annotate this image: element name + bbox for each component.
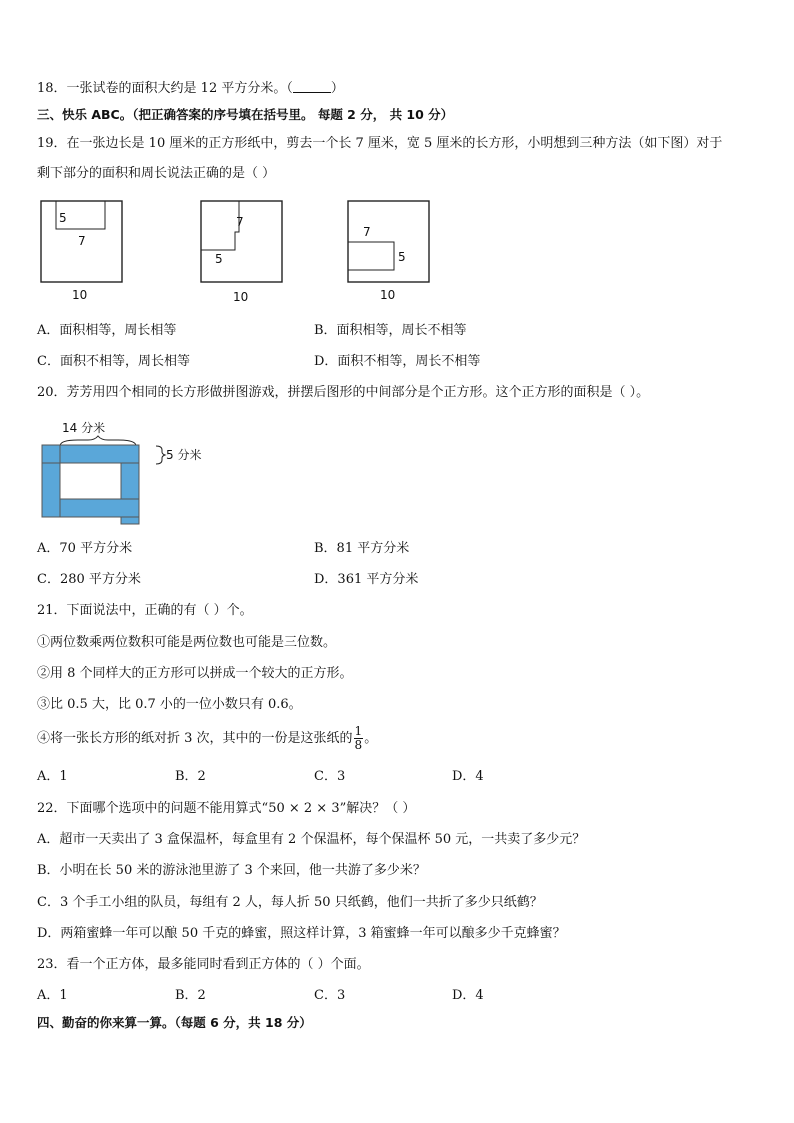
q20-tiles — [42, 445, 139, 524]
q20-stem: 20．芳芳用四个相同的长方形做拼图游戏，拼摆后图形的中间部分是个正方形。这个正方形的面积是（ ）。 — [37, 385, 650, 400]
q18-close-paren: ） — [330, 81, 344, 96]
q21-item-2: ②用 8 个同样大的正方形可以拼成一个较大的正方形。 — [37, 666, 353, 681]
section4-title: 四、勤奋的你来算一算。（每题 6 分，共 18 分） — [37, 1015, 312, 1030]
q21-item-4 — [37, 722, 377, 756]
q20-length-label: 14 分米 — [62, 421, 106, 435]
q19-fig1-label-10: 10 — [72, 288, 88, 302]
q20-option-b[interactable]: B．81 平方分米 — [314, 541, 410, 556]
q19-fig2-label-10: 10 — [233, 290, 249, 304]
q21-fraction-numerator: 1 — [354, 724, 363, 738]
q19-figure-2 — [201, 201, 282, 304]
q21-option-b[interactable]: B．2 — [175, 769, 206, 784]
q22-option-d[interactable]: D．两箱蜜蜂一年可以酿 50 千克的蜂蜜，照这样计算，3 箱蜜蜂一年可以酿多少千克蜂蜜？ — [37, 926, 566, 941]
q18-answer-blank[interactable] — [293, 80, 331, 93]
q21-option-c[interactable]: C．3 — [314, 769, 346, 784]
q23-option-b[interactable]: B．2 — [175, 988, 206, 1003]
q23-stem: 23．看一个正方体，最多能同时看到正方体的（ ）个面。 — [37, 957, 370, 972]
q23-option-a[interactable]: A．1 — [37, 988, 68, 1003]
q21-stem: 21．下面说法中，正确的有（ ）个。 — [37, 603, 253, 618]
q20-figure — [38, 418, 202, 522]
q21-fraction-denominator: 8 — [354, 738, 363, 752]
q21-fraction — [354, 725, 364, 752]
q19-fig3-label-10: 10 — [380, 288, 396, 302]
q19-stem-line2: 剩下部分的面积和周长说法正确的是（ ） — [37, 166, 276, 181]
q19-fig2-label-5: 5 — [215, 252, 223, 266]
q19-option-c[interactable]: C．面积不相等，周长相等 — [37, 354, 190, 369]
q21-item-1: ①两位数乘两位数积可能是两位数也可能是三位数。 — [37, 635, 337, 650]
q22-option-b[interactable]: B．小明在长 50 米的游泳池里游了 3 个来回，他一共游了多少米？ — [37, 863, 426, 878]
q19-option-d[interactable]: D．面积不相等，周长不相等 — [314, 354, 481, 369]
q19-fig2-label-7: 7 — [236, 215, 244, 229]
q21-option-d[interactable]: D．4 — [452, 769, 484, 784]
q22-option-a[interactable]: A．超市一天卖出了 3 盒保温杯，每盒里有 2 个保温杯，每个保温杯 50 元，一共卖了多少元？ — [37, 832, 586, 847]
q19-fig3-label-7: 7 — [363, 225, 371, 239]
q21-item-3: ③比 0.5 大，比 0.7 小的一位小数只有 0.6。 — [37, 697, 302, 712]
q19-stem-line1: 19．在一张边长是 10 厘米的正方形纸中，剪去一个长 7 厘米，宽 5 厘米的长方形，小明想到三种方法（如下图）对于 — [37, 136, 723, 151]
q19-fig1-label-7: 7 — [78, 234, 86, 248]
q22-option-c[interactable]: C．3 个手工小组的队员，每组有 2 人，每人折 50 只纸鹤，他们一共折了多少只纸鹤？ — [37, 895, 543, 910]
q19-figure-3 — [348, 201, 429, 302]
section3-title: 三、快乐 ABC。（把正确答案的序号填在括号里。 每题 2 分， 共 10 分） — [37, 107, 454, 122]
q23-option-d[interactable]: D．4 — [452, 988, 484, 1003]
q19-option-b[interactable]: B．面积相等，周长不相等 — [314, 323, 467, 338]
q19-figures — [30, 195, 450, 305]
q21-option-a[interactable]: A．1 — [37, 769, 68, 784]
q18-line — [37, 80, 344, 98]
q20-option-d[interactable]: D．361 平方分米 — [314, 572, 419, 587]
q19-fig1-label-5: 5 — [59, 211, 67, 225]
q20-option-a[interactable]: A．70 平方分米 — [37, 541, 133, 556]
q19-option-a[interactable]: A．面积相等，周长相等 — [37, 323, 177, 338]
q23-option-c[interactable]: C．3 — [314, 988, 346, 1003]
q18-text: 18．一张试卷的面积大约是 12 平方分米。（ — [37, 81, 293, 96]
q21-item-4-text: ④将一张长方形的纸对折 3 次，其中的一份是这张纸的 — [37, 731, 353, 746]
q19-figure-1 — [41, 201, 122, 302]
q19-fig3-label-5: 5 — [398, 250, 406, 264]
q22-stem: 22．下面哪个选项中的问题不能用算式“50 × 2 × 3”解决？（ ） — [37, 801, 416, 816]
q21-item-4-end: 。 — [364, 731, 378, 746]
q20-center-square — [60, 463, 121, 499]
q20-width-label: 5 分米 — [166, 448, 202, 462]
q20-option-c[interactable]: C．280 平方分米 — [37, 572, 141, 587]
